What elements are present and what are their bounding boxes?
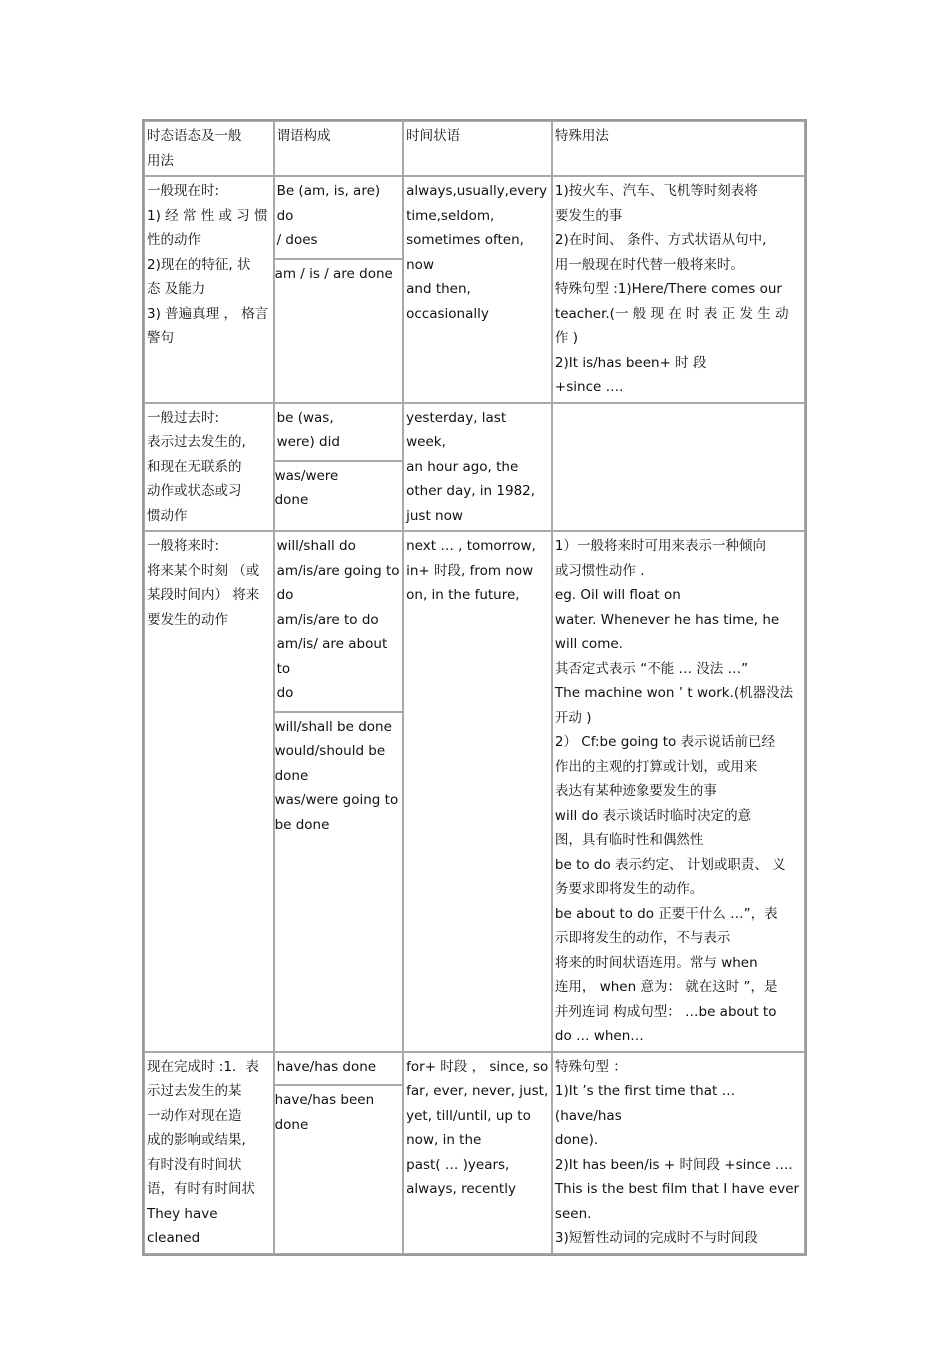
cell-text-line: just now <box>406 507 463 524</box>
cell-text-line: 特殊句型 ： <box>554 1058 627 1075</box>
cell-text-line: Be (am, is, are) do <box>276 183 381 224</box>
cell-text-line: seen. <box>554 1205 592 1222</box>
special-usage-cell <box>552 403 805 532</box>
cell-text-line: 某段时间内） 将来 <box>147 587 260 603</box>
cell-text-line: 将来的时间状语连用。常与 when <box>554 954 758 971</box>
header-special-usage <box>552 121 805 176</box>
cell-text-line: 特殊句型 :1)Here/There comes our <box>554 281 782 297</box>
cell-text-line: always,usually,every <box>406 183 548 199</box>
cell-text-line: 一般过去时: <box>147 409 220 426</box>
cell-text-line: have/has done <box>276 1058 377 1075</box>
cell-text-line: 1)It ’s the first time that … (have/has <box>554 1083 736 1124</box>
cell-text-line: for+ 时段 ， since, so <box>406 1058 549 1075</box>
cell-text-line: 2） Cf:be going to 表示说话前已经 <box>554 734 776 750</box>
cell-text-line: 语，有时有时间状 <box>147 1181 255 1197</box>
cell-text-line: 示即将发生的动作，不与表示 <box>554 930 731 946</box>
tense-cell <box>144 176 274 403</box>
table-header-row <box>144 121 805 176</box>
cell-text-line: 图，具有临时性和偶然性 <box>554 832 704 848</box>
cell-text-line: 3)短暂性动词的完成时不与时间段 <box>554 1230 758 1246</box>
cell-text-line: 动作或状态或习 <box>147 483 242 499</box>
cell-text-line: have/has been <box>274 1092 375 1108</box>
cell-text-line: 务要求即将发生的动作。 <box>554 881 704 897</box>
table-row <box>144 176 805 403</box>
cell-text-line: 性的动作 <box>147 232 201 248</box>
cell-text-line: 态 及能力 <box>147 281 206 297</box>
predicate-cell <box>274 531 404 1052</box>
header-time-adverbial <box>403 121 552 176</box>
cell-text-line: 作出的主观的打算或计划，或用来 <box>554 758 758 775</box>
cell-text-line: 表示过去发生的, <box>147 434 246 450</box>
table-row <box>144 1052 805 1254</box>
cell-text-line: 和现在无联系的 <box>147 458 242 475</box>
cell-text-line: This is the best film that I have ever <box>554 1181 800 1197</box>
cell-text-line: 将来某个时刻 （或 <box>147 562 260 579</box>
time-adverbial-cell <box>403 1052 552 1254</box>
cell-text-line: 1) 经 常 性 或 习 惯 <box>147 207 268 224</box>
cell-text-line: done <box>274 1116 309 1133</box>
cell-text-line: now <box>406 256 434 273</box>
cell-text-line: eg. Oil will float on <box>554 587 681 603</box>
cell-text-line: 或习惯性动作 . <box>554 562 645 579</box>
cell-text-line: The machine won ’ t work.(机器没法 <box>554 685 794 701</box>
cell-text-line: done <box>274 767 309 784</box>
cell-text-line: am/is/ are about to <box>276 636 388 677</box>
cell-text-line: / does <box>276 232 318 248</box>
tense-table <box>142 119 807 1256</box>
cell-text-line: 开动 ) <box>554 709 592 726</box>
cell-text-line: 2)It has been/is + 时间段 +since …. <box>554 1156 793 1173</box>
cell-text-line: always, recently <box>406 1181 516 1197</box>
cell-text-line: occasionally <box>406 305 489 322</box>
cell-text-line: water. Whenever he has time, he <box>554 611 780 628</box>
cell-text-line: be (was, <box>276 409 334 426</box>
cell-text-line: 2)在时间、 条件、方式状语从句中, <box>554 232 767 248</box>
cell-text-line: 警句 <box>147 330 174 346</box>
cell-text-line: 2)现在的特征, 状 <box>147 256 251 273</box>
cell-text-line: will do 表示谈话时临时决定的意 <box>554 807 752 824</box>
cell-text-line: other day, in 1982, <box>406 483 536 499</box>
cell-text-line: in+ 时段, from now <box>406 562 534 579</box>
cell-text-line: will/shall be done <box>274 718 392 735</box>
time-adverbial-cell <box>403 176 552 403</box>
cell-text-line: 用一般现在时代替一般将来时。 <box>554 256 744 273</box>
cell-text-line: yet, till/until, up to <box>406 1107 531 1124</box>
cell-text-line: 1)按火车、汽车、飞机等时刻表将 <box>554 183 758 199</box>
cell-text-line: 用法 <box>147 152 174 169</box>
header-predicate <box>274 121 404 176</box>
time-adverbial-cell <box>403 531 552 1052</box>
cell-text-line: be about to do 正要干什么 …”，表 <box>554 905 778 922</box>
tense-cell <box>144 403 274 532</box>
special-usage-cell <box>552 1052 805 1254</box>
tense-cell <box>144 531 274 1052</box>
cell-text-line: 时态语态及一般 <box>147 128 242 144</box>
cell-text-line: were) did <box>276 434 340 450</box>
predicate-cell <box>274 403 404 532</box>
cell-text-line: will/shall do <box>276 538 356 554</box>
cell-text-line: 作 ) <box>554 330 578 346</box>
time-adverbial-cell <box>403 403 552 532</box>
special-usage-cell <box>552 176 805 403</box>
cell-text-line: past( … )years, <box>406 1156 510 1173</box>
predicate-cell <box>274 1052 404 1254</box>
cell-text-line: do <box>276 587 294 603</box>
cell-text-line: 谓语构成 <box>276 128 331 144</box>
cell-text-line: +since …. <box>554 379 624 395</box>
cell-text-line: be done <box>274 816 330 833</box>
cell-text-line: 连用， when 意为： 就在这时 ”，是 <box>554 979 778 995</box>
cell-text-line: 惯动作 <box>147 507 188 524</box>
cell-text-line: 示过去发生的某 <box>147 1083 242 1099</box>
cell-text-line: was/were going to <box>274 792 399 808</box>
cell-text-line: next … , tomorrow, <box>406 538 536 554</box>
cell-text-line: 3) 普遍真理 ， 格言 <box>147 305 269 322</box>
cell-text-line: an hour ago, the <box>406 458 519 475</box>
cell-text-line: would/should be <box>274 743 386 759</box>
cell-text-line: 一般现在时: <box>147 183 220 199</box>
cell-text-line: teacher.(一 般 现 在 时 表 正 发 生 动 <box>554 305 789 322</box>
cell-text-line: am / is / are done <box>274 265 393 282</box>
cell-text-line: do <box>276 685 294 701</box>
cell-text-line: 其否定式表示 “不能 … 没法 …” <box>554 660 749 677</box>
cell-text-line: 要发生的动作 <box>147 611 228 628</box>
cell-text-line: be to do 表示约定、 计划或职责、 义 <box>554 856 786 873</box>
cell-text-line: am/is/are to do <box>276 611 379 628</box>
cell-text-line: 现在完成时 :1．表 <box>147 1058 259 1075</box>
cell-text-line: 表达有某种迹象要发生的事 <box>554 783 717 799</box>
tense-cell <box>144 1052 274 1254</box>
cell-text-line: sometimes often, <box>406 232 524 248</box>
predicate-cell <box>274 176 404 403</box>
cell-text-line: 1）一般将来时可用来表示一种倾向 <box>554 538 767 554</box>
cell-text-line: done <box>274 492 309 508</box>
cell-text-line: They have cleaned <box>147 1205 218 1246</box>
cell-text-line: 特殊用法 <box>554 128 609 144</box>
cell-text-line: on, in the future, <box>406 587 520 603</box>
cell-text-line: 有时没有时间状 <box>147 1156 242 1173</box>
cell-text-line: 2)It is/has been+ 时 段 <box>554 354 707 371</box>
table-row <box>144 403 805 532</box>
cell-text-line: 并列连词 构成句型： …be about to <box>554 1003 777 1020</box>
cell-text-line: 成的影响或结果, <box>147 1132 246 1148</box>
cell-text-line: 一般将来时: <box>147 538 220 554</box>
special-usage-cell <box>552 531 805 1052</box>
cell-text-line: do … when… <box>554 1028 644 1044</box>
cell-text-line: now, in the <box>406 1132 482 1148</box>
cell-text-line: time,seldom, <box>406 207 495 224</box>
cell-text-line: was/were <box>274 467 339 484</box>
cell-text-line: and then, <box>406 281 471 297</box>
cell-text-line: 一动作对现在造 <box>147 1107 242 1124</box>
cell-text-line: am/is/are going to <box>276 562 400 579</box>
cell-text-line: 要发生的事 <box>554 207 623 224</box>
header-tense <box>144 121 274 176</box>
cell-text-line: 时间状语 <box>406 128 461 144</box>
cell-text-line: will come. <box>554 636 623 652</box>
cell-text-line: yesterday, last week, <box>406 409 507 450</box>
table-row <box>144 531 805 1052</box>
cell-text-line: far, ever, never, just, <box>406 1083 549 1099</box>
cell-text-line: done). <box>554 1132 599 1148</box>
